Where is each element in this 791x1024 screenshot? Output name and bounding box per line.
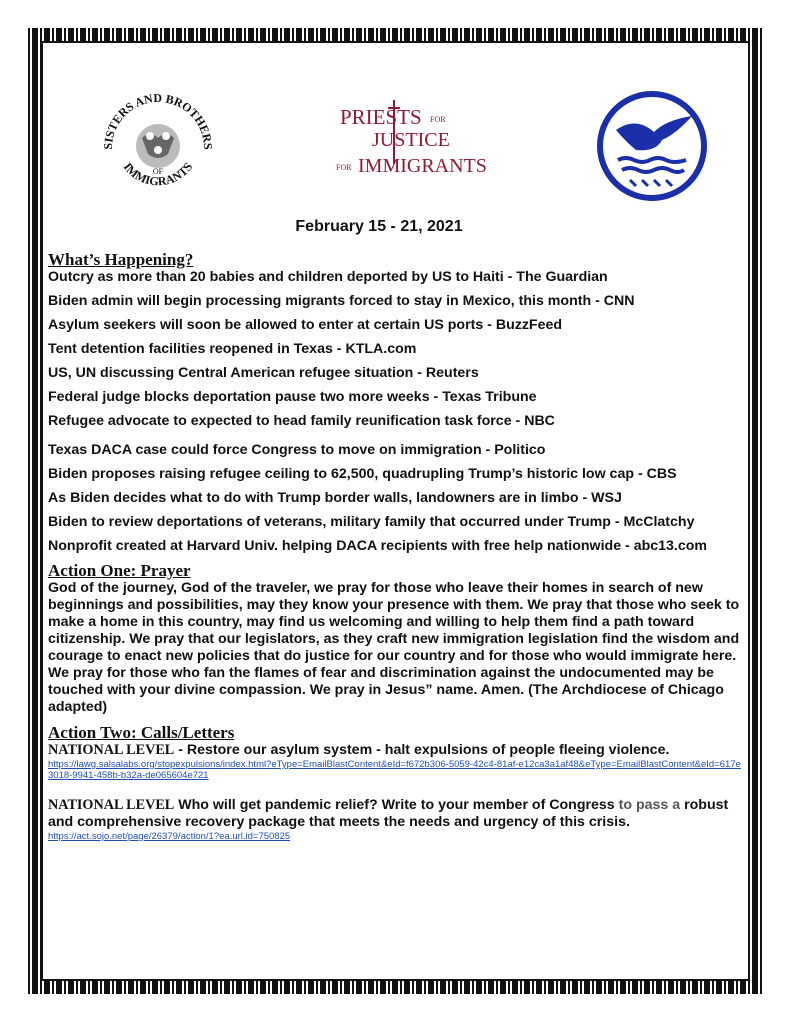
sisters-brothers-logo: [98, 86, 218, 206]
flyer-content: [48, 52, 746, 842]
prayer-heading: Action One: Prayer: [48, 561, 191, 580]
news-item: Tent detention facilities reopened in Texas - KTLA.com: [48, 341, 417, 357]
svg-text:IMMIGRANTS: IMMIGRANTS: [358, 155, 487, 177]
news-item: As Biden decides what to do with Trump border walls, landowners are in limbo - WSJ: [48, 490, 622, 506]
calls-letters-heading: Action Two: Calls/Letters: [48, 723, 235, 742]
prayer-text: God of the journey, God of the traveler, we pray for those who leave their homes in search of new beginnings and possibilities, may they know your presence with them. We pray that those who seek to make a home in this country, may find us welcoming and willing to help them find a path toward citizenship. We pray that our legislators, as they craft new immigration legislation find the wisdom and courage to enact new policies that do justice for our country and for those who would immigrate here. We pray for those who fan the flames of fear and discrimination against the undocumented may be touched with your divine compassion. We pray in Jesus” name. Amen. (The Archdiocese of Chicago adapted): [48, 580, 740, 715]
svg-text:IMMIGRANTS: IMMIGRANTS: [120, 159, 196, 189]
svg-text:FOR: FOR: [336, 163, 352, 172]
news-item: Asylum seekers will soon be allowed to enter at certain US ports - BuzzFeed: [48, 317, 563, 333]
news-item: US, UN discussing Central American refugee situation - Reuters: [48, 365, 479, 381]
call-text: Who will get pandemic relief? Write to your member of Congress: [174, 797, 615, 813]
svg-text:PRIESTS: PRIESTS: [340, 105, 422, 129]
call-to-action-asylum: [48, 742, 746, 759]
news-item: Federal judge blocks deportation pause two more weeks - Texas Tribune: [48, 389, 537, 405]
asylum-action-link[interactable]: https://lawg.salsalabs.org/stopexpulsions/index.html?eType=EmailBlastContent&eId=f672b306-5059-42c4-81af-e12ca3a1af48&eType=EmailBlastContent&eId=617e3018-9941-458b-b32a-de065604e721: [48, 759, 741, 781]
svg-text:OF: OF: [152, 167, 164, 176]
news-item: Biden admin will begin processing migrants forced to stay in Mexico, this month - CNN: [48, 293, 635, 309]
call-text-continued: robust and comprehensive recovery package that meets the needs and urgency of this crisis.: [48, 797, 729, 830]
national-level-label: NATIONAL LEVEL: [48, 797, 175, 813]
priests-for-justice-logo: [310, 92, 500, 188]
news-item: Refugee advocate to expected to head family reunification task force - NBC: [48, 413, 555, 429]
dove-icon: [596, 90, 708, 202]
date-range: February 15 - 21, 2021: [295, 218, 463, 235]
svg-text:FOR: FOR: [430, 115, 446, 124]
call-text: - Restore our asylum system - halt expulsions of people fleeing violence.: [174, 742, 670, 758]
news-list: [48, 269, 746, 555]
svg-text:JUSTICE: JUSTICE: [372, 129, 450, 151]
pandemic-action-link[interactable]: https://act.sojo.net/page/26379/action/1?ea.url.id=750825: [48, 831, 291, 842]
call-text-muted: to pass a: [614, 797, 681, 813]
news-item: Nonprofit created at Harvard Univ. helping DACA recipients with free help nationwide - abc13.com: [48, 538, 708, 554]
whats-happening-heading: What’s Happening?: [48, 250, 194, 269]
call-to-action-pandemic: [48, 797, 746, 831]
logo-row: [48, 52, 746, 202]
national-level-label: NATIONAL LEVEL: [48, 742, 175, 758]
news-item: Texas DACA case could force Congress to move on immigration - Politico: [48, 442, 546, 458]
news-item: Biden to review deportations of veterans, military family that occurred under Trump - McClatchy: [48, 514, 695, 530]
news-item: Biden proposes raising refugee ceiling to 62,500, quadrupling Trump’s historic low cap - CBS: [48, 466, 677, 482]
svg-text:SISTERS AND BROTHERS: SISTERS AND BROTHERS: [100, 90, 216, 150]
news-item: Outcry as more than 20 babies and children deported by US to Haiti - The Guardian: [48, 269, 608, 285]
